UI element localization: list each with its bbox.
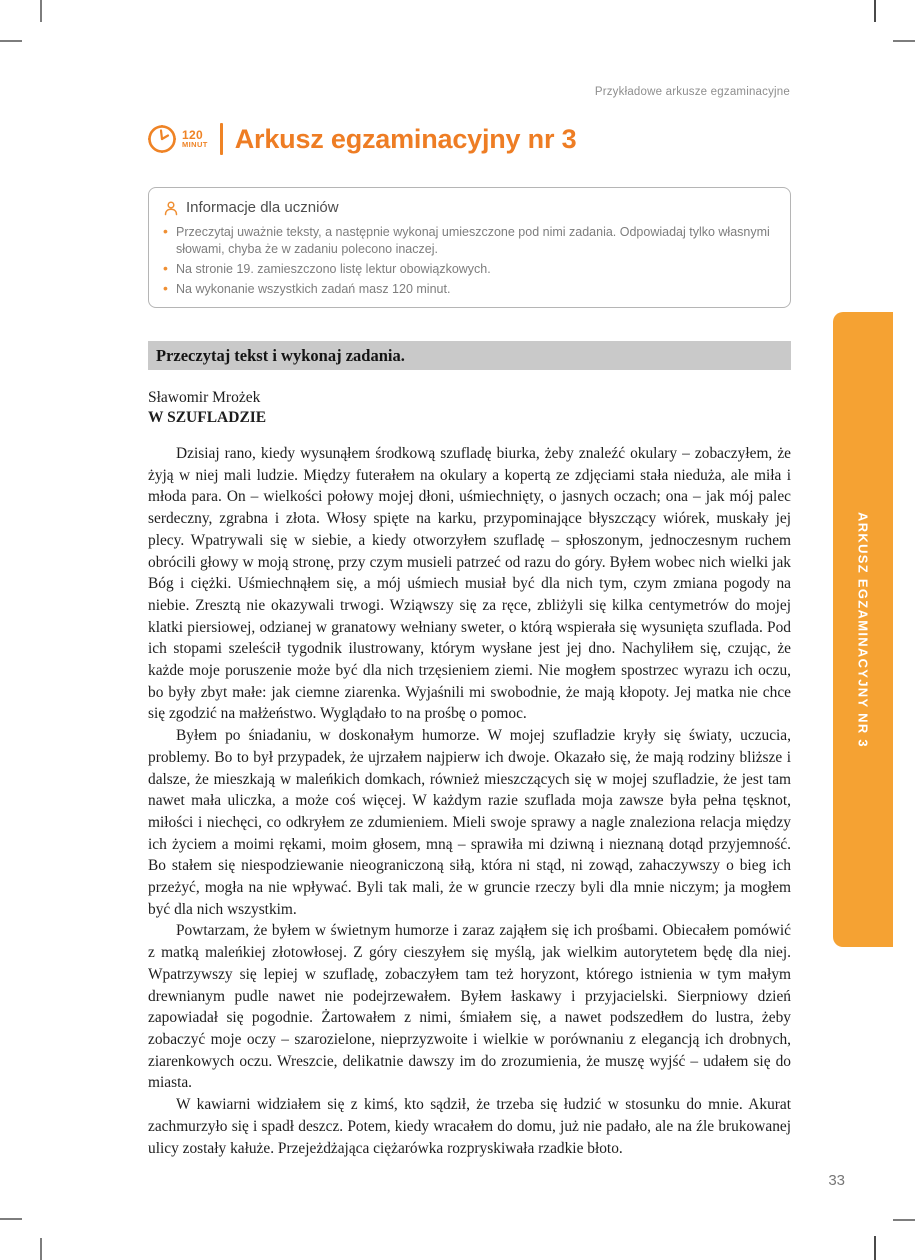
sheet-title: Arkusz egzaminacyjny nr 3 bbox=[234, 123, 577, 154]
info-bullet: • Na stronie 19. zamieszczono listę lektur obowiązkowych. bbox=[163, 261, 772, 278]
crop-mark bbox=[0, 40, 22, 42]
duration-badge bbox=[146, 123, 208, 155]
info-box-heading bbox=[163, 199, 772, 216]
info-box-title: Informacje dla uczniów bbox=[186, 199, 339, 216]
info-bullet-list bbox=[163, 224, 772, 297]
clock-icon bbox=[146, 123, 178, 155]
crop-mark bbox=[0, 1218, 22, 1220]
chapter-side-tab bbox=[833, 312, 893, 947]
student-icon bbox=[163, 200, 179, 216]
crop-mark bbox=[893, 1219, 915, 1221]
crop-mark bbox=[40, 0, 42, 22]
crop-mark bbox=[893, 40, 915, 42]
instruction-bar: Przeczytaj tekst i wykonaj zadania. bbox=[148, 341, 791, 370]
chapter-side-tab-label: ARKUSZ EGZAMINACYJNY NR 3 bbox=[855, 511, 871, 748]
passage-body bbox=[148, 443, 791, 1159]
sheet-title-row bbox=[146, 118, 806, 160]
author-name: Sławomir Mrożek bbox=[148, 389, 261, 406]
duration-unit: MINUT bbox=[182, 140, 208, 150]
passage-paragraph: Byłem po śniadaniu, w doskonałym humorze. W mojej szufladzie kryły się światy, uczucia, problemy. Bo to był przypadek, że ujrzałem najpierw ich dwoje. Okazało się, że mają rodziny bliższe i dalsze, że mieszkają w maleńkich domkach, również mieszczących się w mojej szufladzie, że jest tam nawet mała uliczka, a może coś więcej. W każdym razie szuflada moja zawsze była pełna tęsknot, miłości i niechęci, co odkryłem ze zdumieniem. Mieli swoje sprawy a nagle znaleziona relacja między ich życiem a moimi rękami, moim głosem, mną – sprawiła mi dziwną i nieznaną dotąd przyjemność. Bo stałem się niespodziewanie nieograniczoną siłą, która ni stąd, ni zowąd, zahaczywszy o bieg ich przeżyć, mogła na nie wpływać. Byli tak mali, że w gruncie rzeczy byli dla mnie niczym; ja mogłem być dla nich wszystkim. bbox=[148, 727, 791, 918]
reading-passage bbox=[148, 388, 791, 1159]
info-bullet: • Przeczytaj uważnie teksty, a następnie wykonaj umieszczone pod nimi zadania. Odpowiadaj tylko własnymi słowami, chyba że w zadaniu polecono inaczej. bbox=[163, 224, 772, 257]
page-number: 33 bbox=[828, 1172, 845, 1189]
title-divider bbox=[220, 123, 223, 155]
passage-paragraph: W kawiarni widziałem się z kimś, kto sądził, że trzeba się łudzić w stosunku do mnie. Akurat zachmurzyło się i spadł deszcz. Potem, kiedy wracałem do domu, już nie padało, ale na źle brukowanej ulicy zostały kałuże. Przejeżdżająca ciężarówka rozpryskiwała rzadkie błoto. bbox=[148, 1096, 791, 1157]
info-box bbox=[148, 187, 791, 308]
info-bullet: • Na wykonanie wszystkich zadań masz 120 minut. bbox=[163, 281, 772, 298]
passage-paragraph: Powtarzam, że byłem w świetnym humorze i zaraz zająłem się ich prośbami. Obiecałem pomówić z matką maleńkiej złotowłosej. Z góry cieszyłem się myślą, jak wielkim autorytetem będę dla niej. Wpatrzywszy się lepiej w szufladę, zobaczyłem tam też horyzont, którego istnienia w tym małym drewnianym pudle nawet nie podejrzewałem. Byłem łaskawy i przyjacielski. Sierpniowy dzień zapowiadał się pogodnie. Żartowałem z nimi, śmiałem się, a nawet podszedłem do lustra, żeby zobaczyć moje oczy – szarozielone, nieprzyzwoite i wielkie w porównaniu z elegancją ich drobnych, ziarenkowych oczu. Wreszcie, delikatnie dawszy im do zrozumienia, że muszę wyjść – udałem się do miasta. bbox=[148, 922, 791, 1092]
running-head: Przykładowe arkusze egzaminacyjne bbox=[594, 86, 790, 98]
crop-mark bbox=[874, 1236, 876, 1260]
duration-value: 120 bbox=[182, 128, 203, 143]
passage-paragraph: Dzisiaj rano, kiedy wysunąłem środkową szufladę biurka, żeby znaleźć okulary – zobaczyłem, że żyją w niej mali ludzie. Między futerałem na okulary a kopertą ze zdjęciami stała nieduża, ale miła i młoda para. On – wielkości połowy mojej dłoni, uśmiechnięty, o jasnych oczach; ona – jak mój palec serdeczny, zgrabna i złota. Włosy spięte na karku, przypominające błyszczący wiórek, muskały jej plecy. Wpatrywali się w siebie, a kiedy otworzyłem szufladę – spłoszonym, jednoczesnym ruchem obrócili głowy w moją stronę, przy czym musieli patrzeć od razu do góry. Byłem wobec nich wielki jak Bóg i ciężki. Uśmiechnąłem się, a mój uśmiech musiał być dla nich tym, czym zmiana pogody na niebie. Zresztą nie okazywali trwogi. Wziąwszy się za ręce, zbliżyli się kilka centymetrów do mojej klatki piersiowej, odzianej w granatowy wełniany sweter, o którą wspierała się wysunięta szuflada. Pod ich stopami szeleścił tygodnik ilustrowany, którym wysłane jest jej dno. Nachyliłem się, czując, że każde moje poruszenie może być dla nich trzęsieniem ziemi. Nie mogłem spostrzec wyrazu ich oczu, bo były zbyt małe: jak ciemne ziarenka. Wyjaśnili mi swobodnie, że mają kłopoty. Jej matka nie chce się zgodzić na małżeństwo. Wyglądało to na prośbę o pomoc. bbox=[148, 445, 791, 723]
duration-text bbox=[182, 129, 208, 149]
crop-mark bbox=[40, 1238, 42, 1260]
work-title: W SZUFLADZIE bbox=[148, 409, 267, 426]
crop-mark bbox=[874, 0, 876, 22]
